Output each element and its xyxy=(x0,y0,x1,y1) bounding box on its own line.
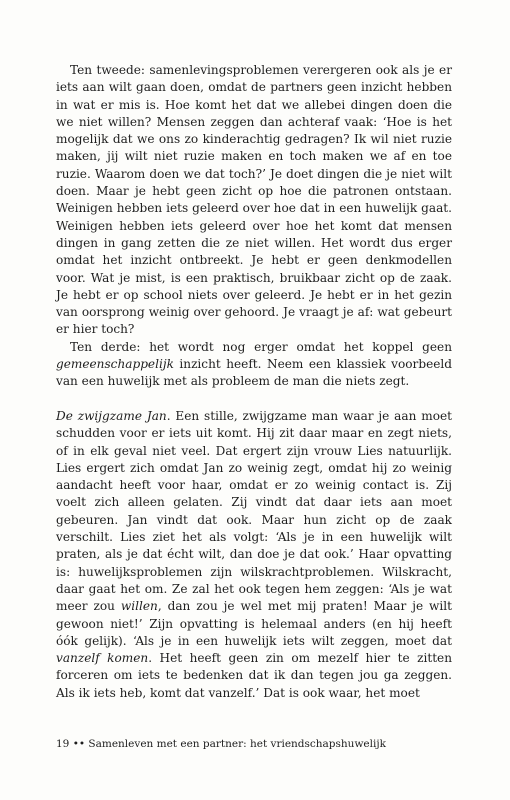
text-segment: Ten tweede: samenlevingsproblemen verergeren ook als je er iets aan wilt gaan doen, omdat de partners geen inzicht hebben in wat er mis is. Hoe komt het dat we allebei dingen doen die we niet willen? Mensen zeggen dan achteraf vaak: ‘Hoe is het mogelijk dat we ons zo kinderachtig gedragen? Ik wil niet ruzie maken, jij wilt niet ruzie maken en toch maken we af en toe ruzie. Waarom doen we dat toch?’ Je doet dingen die je niet wilt doen. Maar je hebt geen zicht op hoe die patronen ontstaan. Weinigen hebben iets geleerd over hoe dat in een huwelijk gaat. Weinigen hebben iets geleerd over hoe het komt dat mensen dingen in gang zetten die ze niet willen. Het wordt dus erger omdat het inzicht ontbreekt. Je hebt er geen denkmodellen voor. Wat je mist, is een praktisch, bruikbaar zicht op de zaak. Je hebt er op school niets over geleerd. Je hebt er in het gezin van oorsprong weinig over gehoord. Je vraagt je af: wat gebeurt er hier toch? xyxy=(56,63,452,337)
body-text xyxy=(56,62,452,702)
text-segment-italic: gemeenschappelijk xyxy=(56,357,174,372)
text-segment: inzicht heeft. Neem een klassiek voorbeeld van een huwelijk met als probleem de man die niets zegt. xyxy=(56,357,452,389)
text-segment: . Het heeft geen zin om mezelf hier te zitten forceren om iets te bedenken dat ik dan tegen jou ga zeggen. Als ik iets heb, komt dat vanzelf.’ Dat is ook waar, het moet xyxy=(56,651,452,700)
text-segment-italic: willen xyxy=(120,599,158,614)
paragraph xyxy=(56,339,452,391)
text-segment: Ten derde: het wordt nog erger omdat het koppel geen xyxy=(70,339,452,354)
paragraph xyxy=(56,408,452,702)
text-segment-italic: vanzelf komen xyxy=(56,651,149,666)
page-footer: 19 •• Samenleven met een partner: het vriendschapshuwelijk xyxy=(56,738,386,750)
text-segment: , dan zou je wel met mij praten! Maar je wilt gewoon niet!’ Zijn opvatting is helemaal anders (en hij heeft óók gelijk). ‘Als je in een huwelijk iets wilt zeggen, moet dat xyxy=(56,599,452,648)
text-segment: . Een stille, zwijgzame man waar je aan moet schudden voor er iets uit komt. Hij zit daar maar en zegt niets, of in elk geval niet veel. Dat ergert zijn vrouw Lies natuurlijk. Lies ergert zich omdat Jan zo weinig zegt, omdat hij zo weinig aandacht heeft voor haar, omdat er zo weinig contact is. Zij voelt zich alleen gelaten. Zij vindt dat daar iets aan moet gebeuren. Jan vindt dat ook. Maar hun zicht op de zaak verschilt. Lies ziet het als volgt: ‘Als je in een huwelijk wilt praten, als je dat écht wilt, dan doe je dat ook.’ Haar opvatting is: huwelijksproblemen zijn wilskrachtproblemen. Wilskracht, daar gaat het om. Ze zal het ook tegen hem zeggen: ‘Als je wat meer zou xyxy=(56,408,452,614)
text-segment-italic: De zwijgzame Jan xyxy=(56,408,167,423)
paragraph xyxy=(56,62,452,339)
